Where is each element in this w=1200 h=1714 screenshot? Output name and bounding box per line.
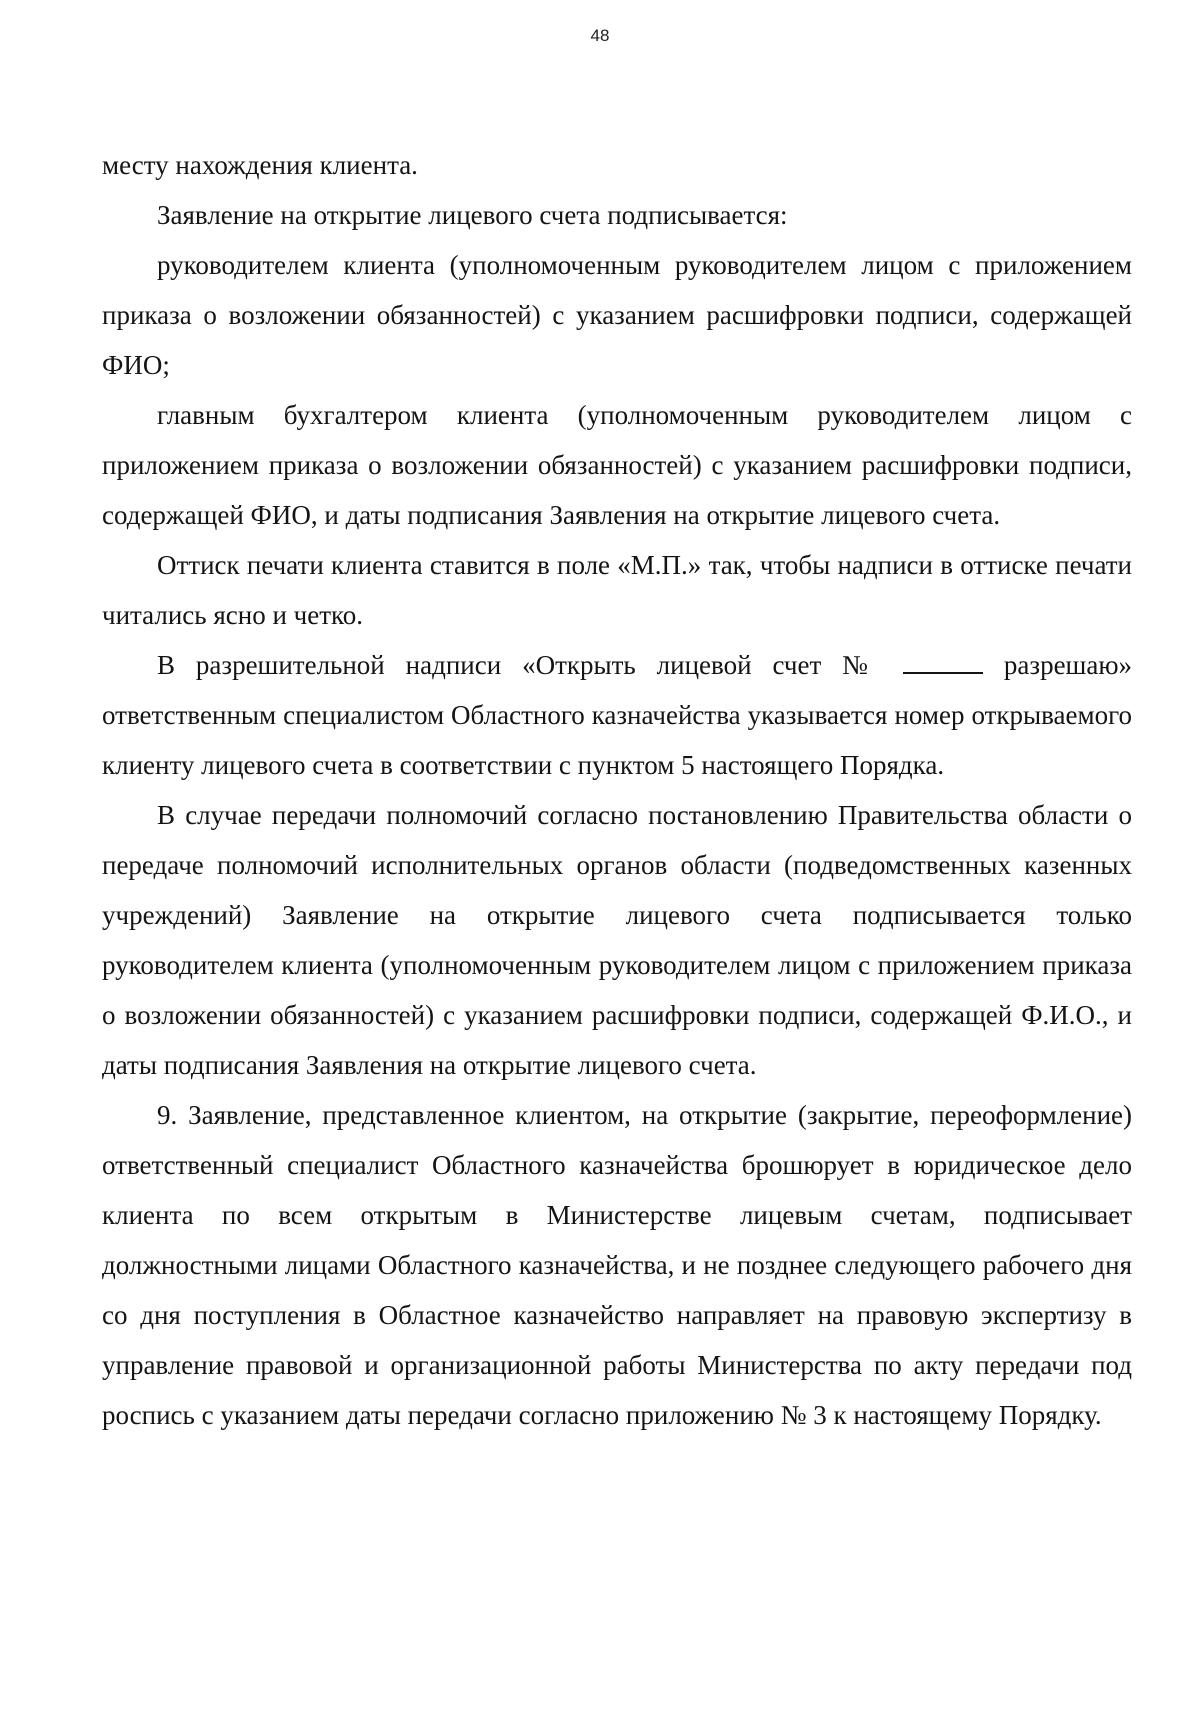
account-number-blank (903, 650, 983, 674)
page-number: 48 (590, 26, 610, 45)
permission-text-start: В разрешительной надписи «Открыть лицевой счет № (157, 650, 883, 680)
paragraph-permission (102, 640, 1132, 790)
paragraph-continuation: месту нахождения клиента. (102, 150, 418, 180)
paragraph-delegation: В случае передачи полномочий согласно постановлению Правительства области о передаче полномочий исполнительных органов области (подведомственных казенных учреждений) Заявление на открытие лицевого счета подписывается только руководителем клиента (уполномоченным руководителем лицом с приложением приказа о возложении обязанностей) с указанием расшифровки подписи, содержащей Ф.И.О., и даты подписания Заявления на открытие лицевого счета. (102, 800, 1132, 1080)
paragraph-item-9: 9. Заявление, представленное клиентом, на открытие (закрытие, переоформление) ответственный специалист Областного казначейства брошюрует в юридическое дело клиента по всем открытым в Министерстве лицевым счетам, подписывает должностными лицами Областного казначейства, и не позднее следующего рабочего дня со дня поступления в Областное казначейство направляет на правовую экспертизу в управление правовой и организационной работы Министерства по акту передачи под роспись с указанием даты передачи согласно приложению № 3 к настоящему Порядку. (102, 1100, 1132, 1430)
paragraph-signing-accountant: главным бухгалтером клиента (уполномоченным руководителем лицом с приложением приказа о возложении обязанностей) с указанием расшифровки подписи, содержащей ФИО, и даты подписания Заявления на открытие лицевого счета. (102, 400, 1132, 530)
paragraph-seal: Оттиск печати клиента ставится в поле «М.П.» так, чтобы надписи в оттиске печати читались ясно и четко. (102, 550, 1132, 630)
paragraph-signing-intro: Заявление на открытие лицевого счета подписывается: (157, 200, 788, 230)
permission-text-end: разрешаю» ответственным специалистом Областного казначейства указывается номер открываемого клиенту лицевого счета в соответствии с пунктом 5 настоящего Порядка. (102, 650, 1133, 780)
document-body (102, 140, 1132, 1440)
paragraph-signing-head: руководителем клиента (уполномоченным руководителем лицом с приложением приказа о возложении обязанностей) с указанием расшифровки подписи, содержащей ФИО; (102, 250, 1132, 380)
